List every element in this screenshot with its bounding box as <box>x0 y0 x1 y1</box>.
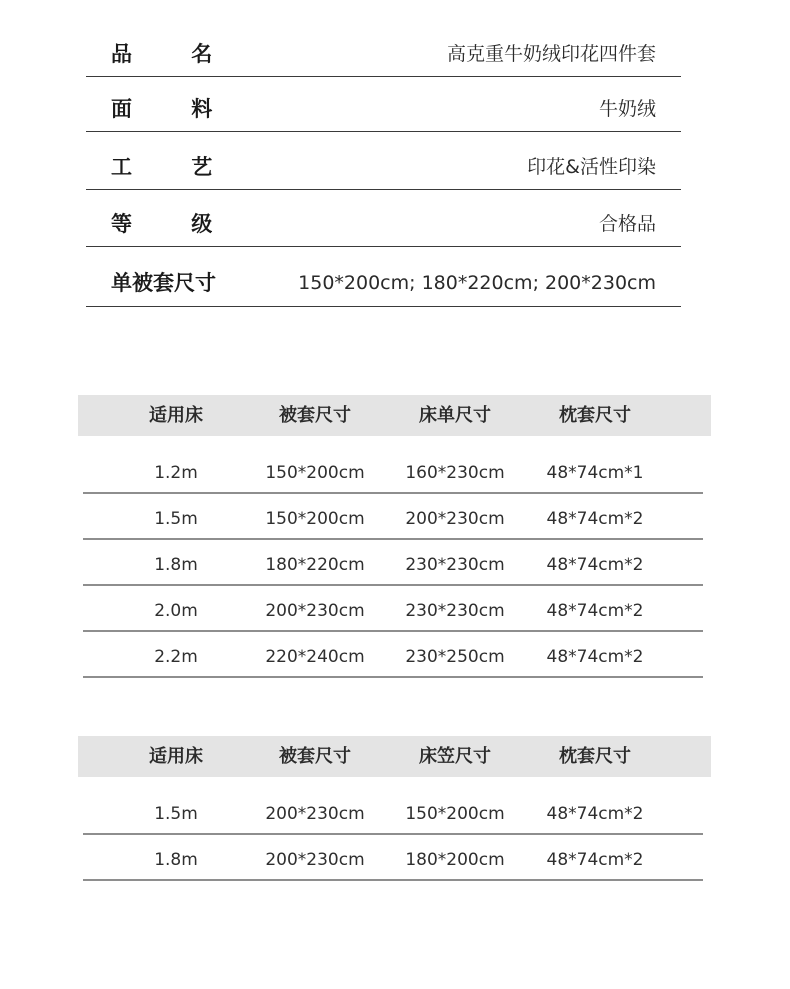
header-cell: 枕套尺寸 <box>559 746 631 767</box>
table-row <box>83 586 703 632</box>
spec-row-craft <box>86 132 681 190</box>
product-spec-list <box>86 28 681 307</box>
spec-row-grade <box>86 190 681 247</box>
spec-label: 单被套尺寸 <box>111 271 216 295</box>
table-row <box>83 789 703 835</box>
header-cell: 适用床 <box>149 746 203 767</box>
table-cell: 200*230cm <box>405 509 505 529</box>
table-cell: 220*240cm <box>265 647 365 667</box>
header-cell: 床笠尺寸 <box>419 746 491 767</box>
table-cell: 200*230cm <box>265 601 365 621</box>
table-cell: 48*74cm*2 <box>546 601 644 621</box>
spec-label: 品 名 <box>111 42 239 66</box>
table-row <box>83 835 703 881</box>
table-cell: 48*74cm*2 <box>546 850 644 870</box>
header-cell: 枕套尺寸 <box>559 405 631 426</box>
table-cell: 200*230cm <box>265 850 365 870</box>
table-row <box>83 494 703 540</box>
table-cell: 230*230cm <box>405 601 505 621</box>
table-cell: 48*74cm*2 <box>546 647 644 667</box>
table-row <box>83 448 703 494</box>
spec-row-duvet-size <box>86 247 681 307</box>
table-cell: 150*200cm <box>265 463 365 483</box>
header-cell: 床单尺寸 <box>419 405 491 426</box>
table-cell: 1.8m <box>154 555 198 575</box>
table-body <box>78 789 711 881</box>
spec-label: 等 级 <box>111 212 239 236</box>
spec-row-name <box>86 28 681 77</box>
table-cell: 1.5m <box>154 509 198 529</box>
header-cell: 被套尺寸 <box>279 746 351 767</box>
table-cell: 48*74cm*2 <box>546 555 644 575</box>
size-table-flat-sheet <box>78 395 711 678</box>
spec-value: 印花&活性印染 <box>527 156 656 178</box>
spec-row-fabric <box>86 77 681 132</box>
table-cell: 200*230cm <box>265 804 365 824</box>
table-cell: 230*250cm <box>405 647 505 667</box>
table-cell: 1.5m <box>154 804 198 824</box>
table-cell: 48*74cm*2 <box>546 509 644 529</box>
header-cell: 适用床 <box>149 405 203 426</box>
table-row <box>83 540 703 586</box>
table-header <box>78 736 711 777</box>
table-cell: 2.0m <box>154 601 198 621</box>
table-cell: 180*200cm <box>405 850 505 870</box>
table-cell: 160*230cm <box>405 463 505 483</box>
table-cell: 180*220cm <box>265 555 365 575</box>
spec-value: 150*200cm; 180*220cm; 200*230cm <box>298 272 656 294</box>
header-cell: 被套尺寸 <box>279 405 351 426</box>
table-header <box>78 395 711 436</box>
table-cell: 150*200cm <box>265 509 365 529</box>
table-body <box>78 448 711 678</box>
table-cell: 48*74cm*2 <box>546 804 644 824</box>
table-cell: 230*230cm <box>405 555 505 575</box>
spec-label: 面 料 <box>111 97 239 121</box>
table-row <box>83 632 703 678</box>
table-cell: 1.2m <box>154 463 198 483</box>
spec-value: 高克重牛奶绒印花四件套 <box>446 43 656 65</box>
table-cell: 1.8m <box>154 850 198 870</box>
spec-label: 工 艺 <box>111 155 239 179</box>
size-table-fitted-sheet <box>78 736 711 881</box>
table-cell: 48*74cm*1 <box>546 463 644 483</box>
table-cell: 2.2m <box>154 647 198 667</box>
spec-value: 牛奶绒 <box>598 98 656 120</box>
spec-value: 合格品 <box>598 213 656 235</box>
table-cell: 150*200cm <box>405 804 505 824</box>
